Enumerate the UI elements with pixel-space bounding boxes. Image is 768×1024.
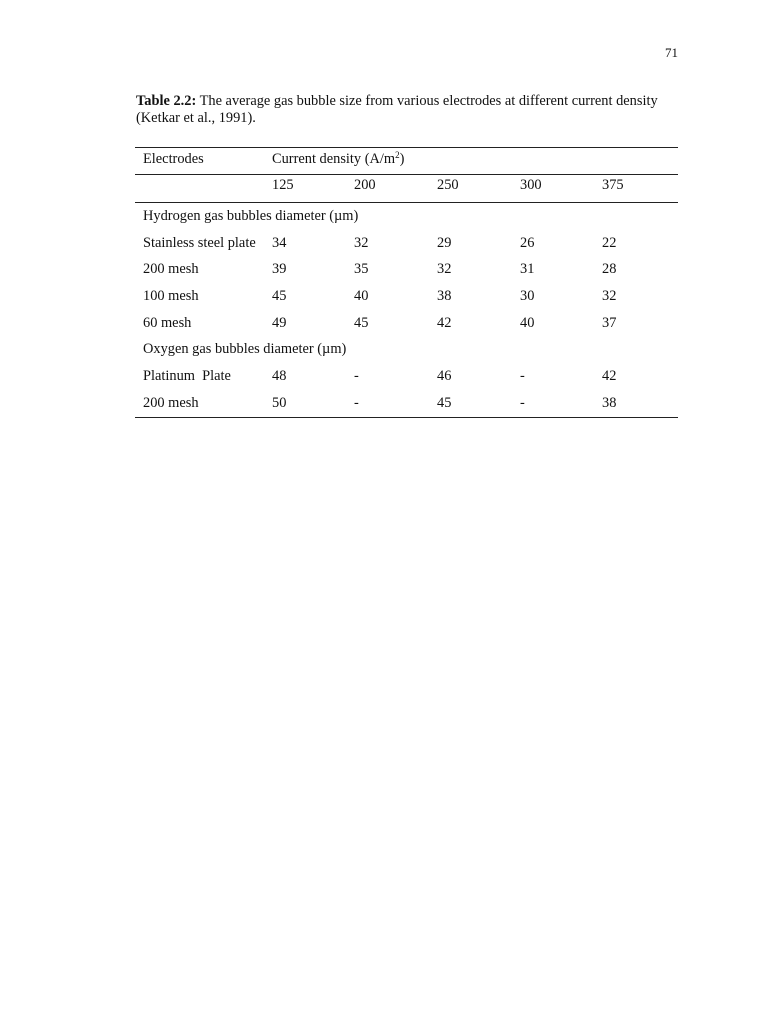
column-header: 250 [437,177,459,193]
table-cell: 45 [272,288,287,305]
column-header: 125 [272,177,294,193]
table-cell: 35 [354,261,369,278]
bubble-size-table [135,147,678,418]
table-cell: 37 [602,314,617,331]
table-cell: 32 [437,261,452,278]
table-cell: 42 [437,314,452,331]
current-density-prefix: Current density (A/m [272,151,396,167]
electrodes-header: Electrodes [143,151,204,167]
table-cell: 46 [437,368,452,385]
electrode-name: 100 mesh [143,288,199,305]
table-caption-text: The average gas bubble size from various electrodes at different current density (Ketkar et al., 1991). [136,93,658,126]
column-header: 375 [602,177,624,193]
electrode-name: Stainless steel plate [143,234,256,251]
electrode-name: Platinum Plate [143,368,231,385]
table-cell: 49 [272,314,287,331]
table-cell: 22 [602,234,617,251]
section-title-row [135,203,678,230]
table-cell: 31 [520,261,535,278]
table-cell: 38 [437,288,452,305]
table-cell: 38 [602,394,617,411]
table-caption-label: Table 2.2: [136,93,197,109]
section-title: Oxygen gas bubbles diameter (µm) [143,341,347,358]
electrode-name: 200 mesh [143,394,199,411]
table-row [135,230,678,257]
table-cell: - [520,368,525,385]
electrode-name: 60 mesh [143,314,192,331]
section-title: Hydrogen gas bubbles diameter (µm) [143,208,359,224]
table-cell: - [520,394,525,411]
table-cell: - [354,368,359,385]
table-cell: 34 [272,234,287,251]
table-row [135,283,678,310]
electrode-name: 200 mesh [143,261,199,278]
current-density-suffix: ) [399,151,405,167]
table-row [135,256,678,283]
table-row [135,310,678,337]
table-cell: 30 [520,288,535,305]
table-caption [136,93,681,127]
table-cell: - [354,394,359,411]
table-cell: 39 [272,261,287,278]
table-header-row [135,148,678,175]
current-density-values-row [135,175,678,203]
table-cell: 29 [437,234,452,251]
current-density-superscript: 2 [395,150,400,160]
table-cell: 48 [272,368,287,385]
table-cell: 32 [354,234,369,251]
table-cell: 32 [602,288,617,305]
table-cell: 28 [602,261,617,278]
table-row [135,390,678,417]
table-cell: 40 [520,314,535,331]
table-cell: 26 [520,234,535,251]
page-number: 71 [665,45,678,60]
table-cell: 45 [437,394,452,411]
column-header: 200 [354,177,376,193]
column-header: 300 [520,177,542,193]
table-row [135,363,678,390]
table-cell: 45 [354,314,369,331]
section-title-row [135,336,678,363]
table-cell: 42 [602,368,617,385]
table-cell: 50 [272,394,287,411]
table-cell: 40 [354,288,369,305]
current-density-header [272,148,404,170]
